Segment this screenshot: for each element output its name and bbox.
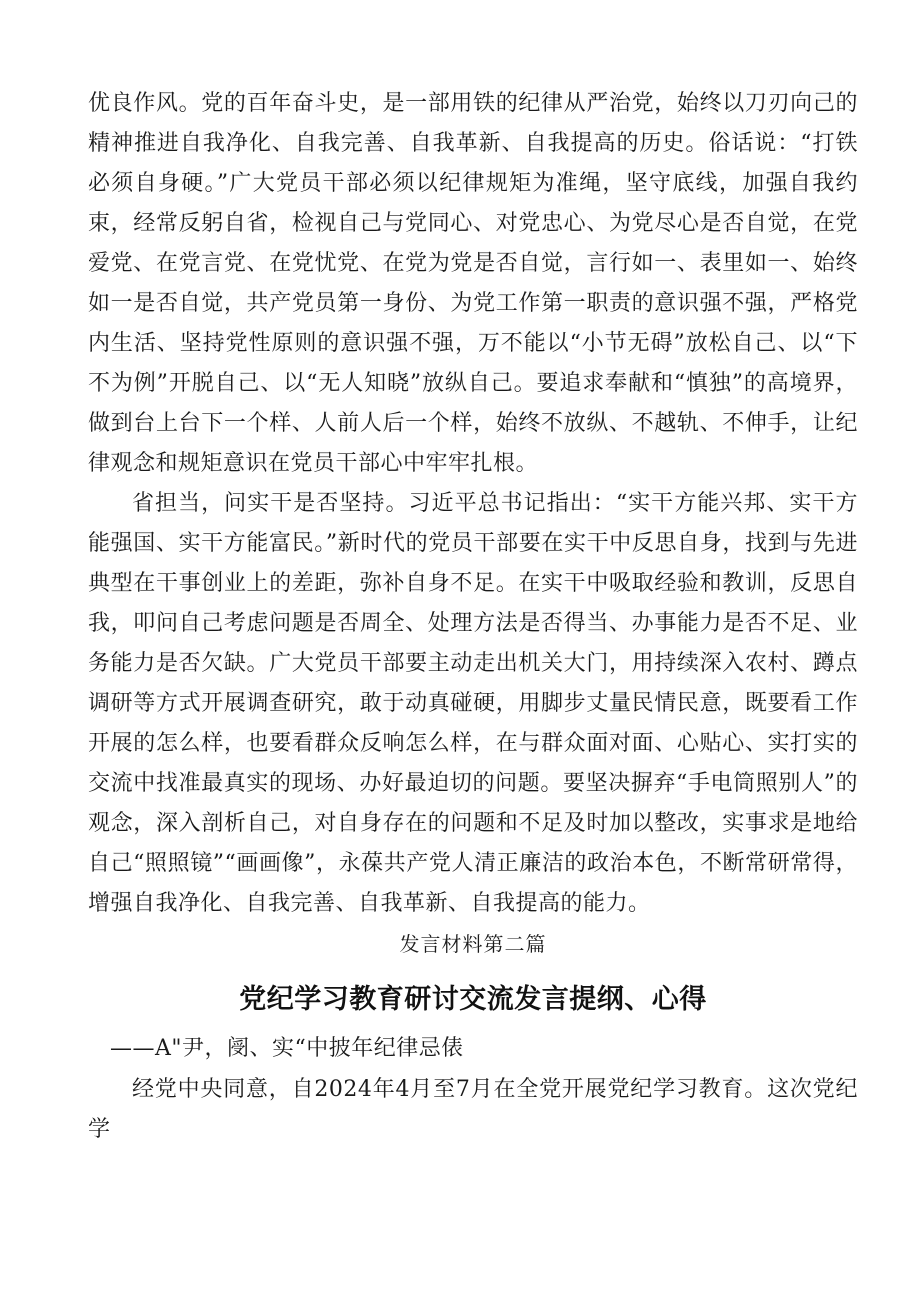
- document-page: [88, 84, 858, 1150]
- document-subtitle: ——A"尹，阌、实“中披年纪律忌俵: [110, 1036, 464, 1061]
- section-label: 发言材料第二篇: [399, 932, 547, 956]
- body-paragraph-1: 优良作风。党的百年奋斗史，是一部用铁的纪律从严治党，始终以刀刃向己的精神推进自我净化、自我完善、自我革新、自我提高的历史。俗话说：“打铁必须自身硬。”广大党员干部必须以纪律规矩为准绳，坚守底线，加强自我约束，经常反躬自省，检视自己与党同心、对党忠心、为党尽心是否自觉，在党爱党、在党言党、在党忧党、在党为党是否自觉，言行如一、表里如一、始终如一是否自觉，共产党员第一身份、为党工作第一职责的意识强不强，严格党内生活、坚持党性原则的意识强不强，万不能以“小节无碍”放松自己、以“下不为例”开脱自己、以“无人知晓”放纵自己。要追求奉献和“慎独”的高境界，做到台上台下一个样、人前人后一个样，始终不放纵、不越轨、不伸手，让纪律观念和规矩意识在党员干部心中牢牢扎根。: [88, 91, 858, 476]
- body-paragraph-2: 省担当，问实干是否坚持。习近平总书记指出：“实干方能兴邦、实干方能强国、实干方能富民。”新时代的党员干部要在实干中反思自身，找到与先进典型在干事创业上的差距，弥补自身不足。在实干中吸取经验和教训，反思自我，叩问自己考虑问题是否周全、处理方法是否得当、办事能力是否不足、业务能力是否欠缺。广大党员干部要主动走出机关大门，用持续深入农村、蹲点调研等方式开展调查研究，敢于动真碰硬，用脚步丈量民情民意，既要看工作开展的怎么样，也要看群众反响怎么样，在与群众面对面、心贴心、实打实的交流中找准最真实的现场、办好最迫切的问题。要坚决摒弃“手电筒照别人”的观念，深入剖析自己，对自身存在的问题和不足及时加以整改，实事求是地给自己“照照镜”“画画像”，永葆共产党人清正廉洁的政治本色，不断常研常得，增强自我净化、自我完善、自我革新、自我提高的能力。: [88, 491, 858, 916]
- document-title: 党纪学习教育研讨交流发言提纲、心得: [239, 984, 707, 1015]
- body-paragraph-3: 经党中央同意，自2024年4月至7月在全党开展党纪学习教育。这次党纪学: [88, 1077, 858, 1142]
